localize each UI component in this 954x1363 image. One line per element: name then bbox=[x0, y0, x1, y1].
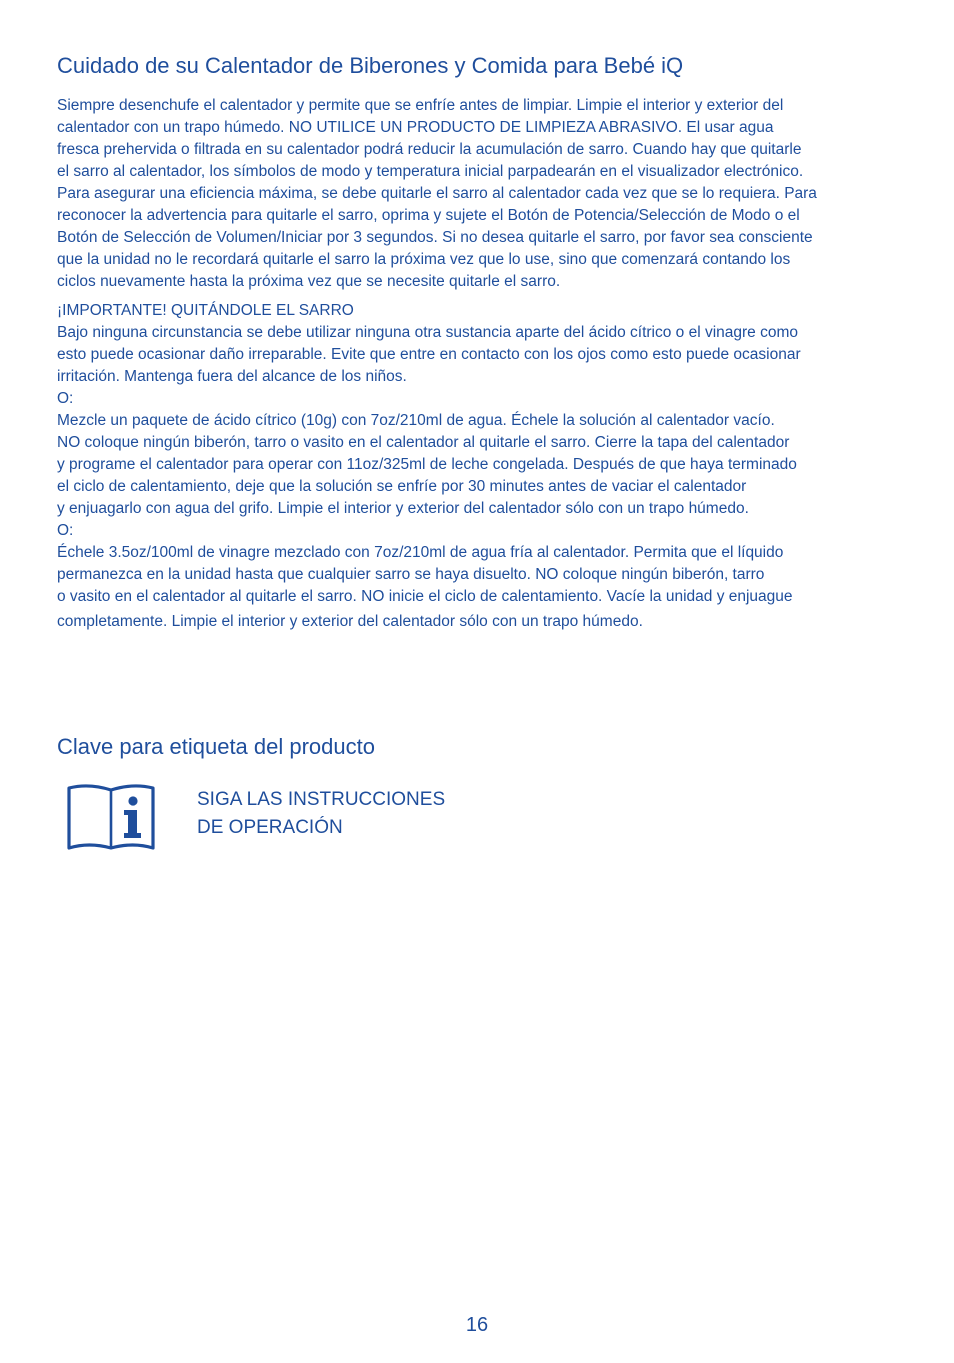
paragraph-line: Botón de Selección de Volumen/Iniciar por 3 segundos. Si no desea quitarle el sarro, por favor sea consciente bbox=[57, 229, 813, 246]
care-intro-paragraph bbox=[57, 95, 887, 293]
paragraph-line: el sarro al calentador, los símbolos de modo y temperatura inicial parpadearán en el visualizador electrónico. bbox=[57, 163, 804, 180]
label-line: SIGA LAS INSTRUCCIONES bbox=[197, 789, 446, 810]
paragraph-line: esto puede ocasionar daño irreparable. Evite que entre en contacto con los ojos como esto puede ocasionar bbox=[57, 346, 801, 363]
page-number: 16 bbox=[465, 1314, 489, 1336]
paragraph-line: Bajo ninguna circunstancia se debe utilizar ninguna otra sustancia aparte del ácido cítrico o el vinagre como bbox=[57, 324, 798, 341]
paragraph-line: fresca prehervida o filtrada en su calentador podrá reducir la acumulación de sarro. Cuando hay que quitarle bbox=[57, 141, 802, 158]
important-heading: ¡IMPORTANTE! QUITÁNDOLE EL SARRO bbox=[57, 302, 354, 319]
paragraph-line: NO coloque ningún biberón, tarro o vasito en el calentador al quitarle el sarro. Cierre la tapa del calentador bbox=[57, 434, 790, 451]
paragraph-line: Échele 3.5oz/100ml de vinagre mezclado con 7oz/210ml de agua fría al calentador. Permita que el líquido bbox=[57, 544, 784, 561]
paragraph-line: permanezca en la unidad hasta que cualquier sarro se haya disuelto. NO coloque ningún biberón, tarro bbox=[57, 566, 765, 583]
paragraph-line: y programe el calentador para operar con 11oz/325ml de leche congelada. Después de que haya terminado bbox=[57, 456, 797, 473]
paragraph-line: el ciclo de calentamiento, deje que la solución se enfríe por 30 minutes antes de vaciar el calentador bbox=[57, 478, 747, 495]
descaling-block bbox=[57, 300, 887, 633]
paragraph-line: o vasito en el calentador al quitarle el sarro. NO inicie el ciclo de calentamiento. Vacíe la unidad y enjuague bbox=[57, 588, 793, 605]
paragraph-line: Para asegurar una eficiencia máxima, se debe quitarle el sarro al calentador cada vez que se lo requiera. Para bbox=[57, 185, 817, 202]
paragraph-line: calentador con un trapo húmedo. NO UTILICE UN PRODUCTO DE LIMPIEZA ABRASIVO. El usar agua bbox=[57, 119, 774, 136]
label-key-title: Clave para etiqueta del producto bbox=[57, 734, 375, 759]
paragraph-line: Siempre desenchufe el calentador y permite que se enfríe antes de limpiar. Limpie el interior y exterior del bbox=[57, 97, 784, 114]
or-label: O: bbox=[57, 390, 74, 407]
paragraph-line: completamente. Limpie el interior y exterior del calentador sólo con un trapo húmedo. bbox=[57, 613, 643, 630]
paragraph-line: que la unidad no le recordará quitarle el sarro la próxima vez que lo use, sino que comenzará contando los bbox=[57, 251, 791, 268]
paragraph-line: y enjuagarlo con agua del grifo. Limpie el interior y exterior del calentador sólo con un trapo húmedo. bbox=[57, 500, 749, 517]
paragraph-line: irritación. Mantenga fuera del alcance de los niños. bbox=[57, 368, 407, 385]
paragraph-line: Mezcle un paquete de ácido cítrico (10g) con 7oz/210ml de agua. Échele la solución al calentador vacío. bbox=[57, 412, 775, 429]
paragraph-line: ciclos nuevamente hasta la próxima vez que se necesite quitarle el sarro. bbox=[57, 273, 561, 290]
or-label: O: bbox=[57, 522, 74, 539]
care-section-title: Cuidado de su Calentador de Biberones y Comida para Bebé iQ bbox=[57, 53, 684, 78]
instruction-manual-info-icon bbox=[67, 784, 155, 852]
paragraph-line: reconocer la advertencia para quitarle el sarro, oprima y sujete el Botón de Potencia/Selección de Modo o el bbox=[57, 207, 800, 224]
label-line: DE OPERACIÓN bbox=[197, 817, 343, 838]
operating-instructions-label bbox=[197, 786, 445, 842]
